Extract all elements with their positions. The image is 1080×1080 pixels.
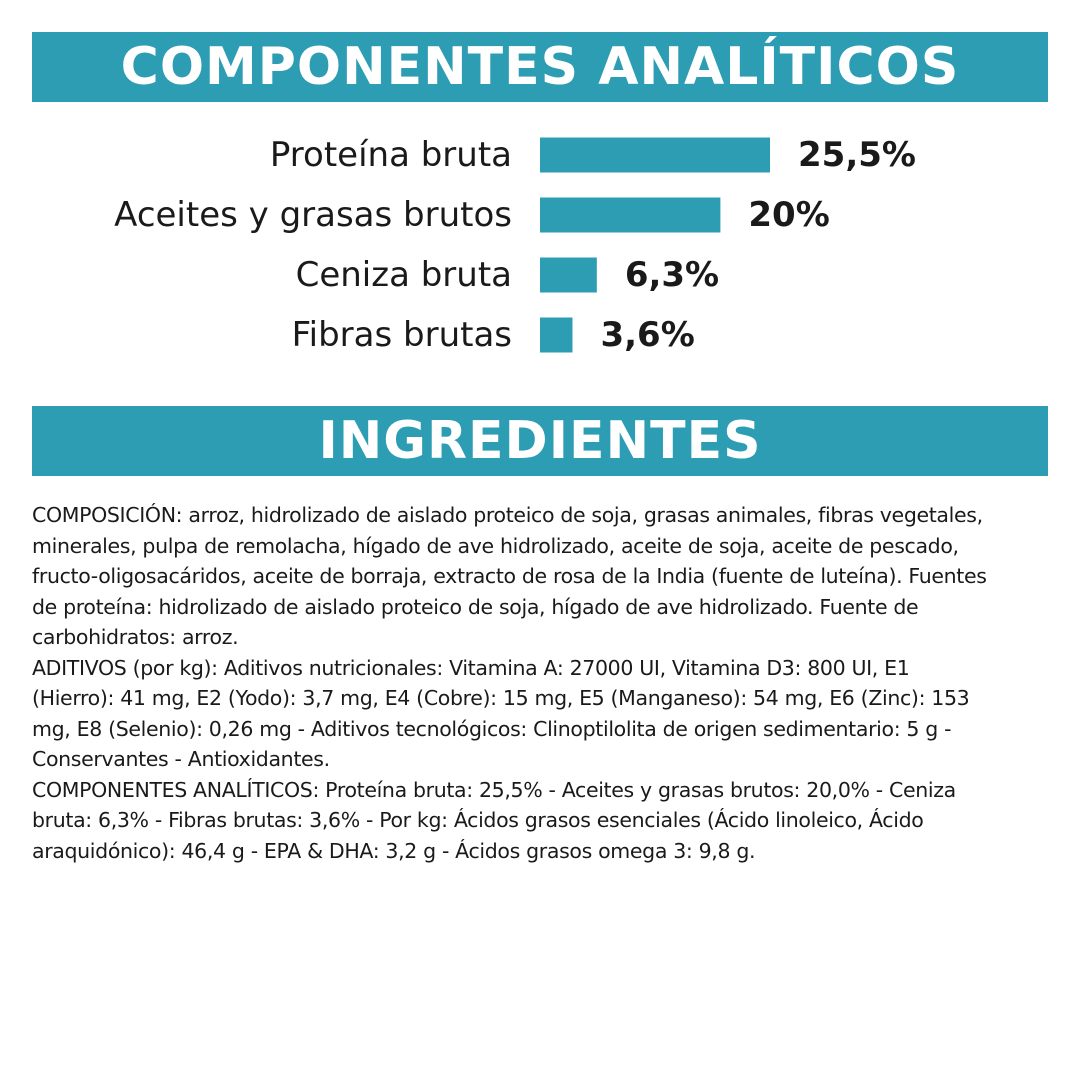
value-label: 20% [748, 195, 830, 235]
analytical-components-heading: COMPONENTES ANALÍTICOS [120, 37, 960, 97]
analytical-components-chart [0, 125, 1080, 375]
value-label: 3,6% [600, 315, 695, 355]
bar [540, 138, 770, 173]
analytical-components-banner [32, 32, 1048, 102]
value-label: 6,3% [624, 255, 720, 295]
bar [540, 198, 720, 233]
category-label: Aceites y grasas brutos [114, 195, 512, 235]
ingredients-banner [32, 406, 1048, 476]
bar [540, 258, 597, 293]
value-label: 25,5% [798, 135, 916, 175]
ingredients-text: COMPOSICIÓN: arroz, hidrolizado de aislado proteico de soja, grasas animales, fibras vegetales, minerales, pulpa de remolacha, hígado de ave hidrolizado, aceite de soja, aceite de pescado, fructo-oligosacáridos, aceite de borraja, extracto de rosa de la India (fuente de luteína). Fuentes de proteína: hidrolizado de aislado proteico de soja, hígado de ave hidrolizado. Fuente de carbohidratos: arroz. ADITIVOS (por kg): Aditivos nutricionales: Vitamina A: 27000 UI, Vitamina D3: 800 UI, E1 (Hierro): 41 mg, E2 (Yodo): 3,7 mg, E4 (Cobre): 15 mg, E5 (Manganeso): 54 mg, E6 (Zinc): 153 mg, E8 (Selenio): 0,26 mg - Aditivos tecnológicos: Clinoptilolita de origen sedimentario: 5 g - Conservantes - Antioxidantes. COMPONENTES ANALÍTICOS: Proteína bruta: 25,5% - Aceites y grasas brutos: 20,0% - Ceniza bruta: 6,3% - Fibras brutas: 3,6% - Por kg: Ácidos grasos esenciales (Ácido linoleico, Ácido araquidónico): 46,4 g - EPA & DHA: 3,2 g - Ácidos grasos omega 3: 9,8 g. [32, 503, 987, 863]
category-label: Proteína bruta [269, 135, 512, 175]
ingredients-heading: INGREDIENTES [318, 411, 762, 471]
bar [540, 318, 572, 353]
category-label: Ceniza bruta [295, 255, 512, 295]
category-label: Fibras brutas [291, 315, 512, 355]
